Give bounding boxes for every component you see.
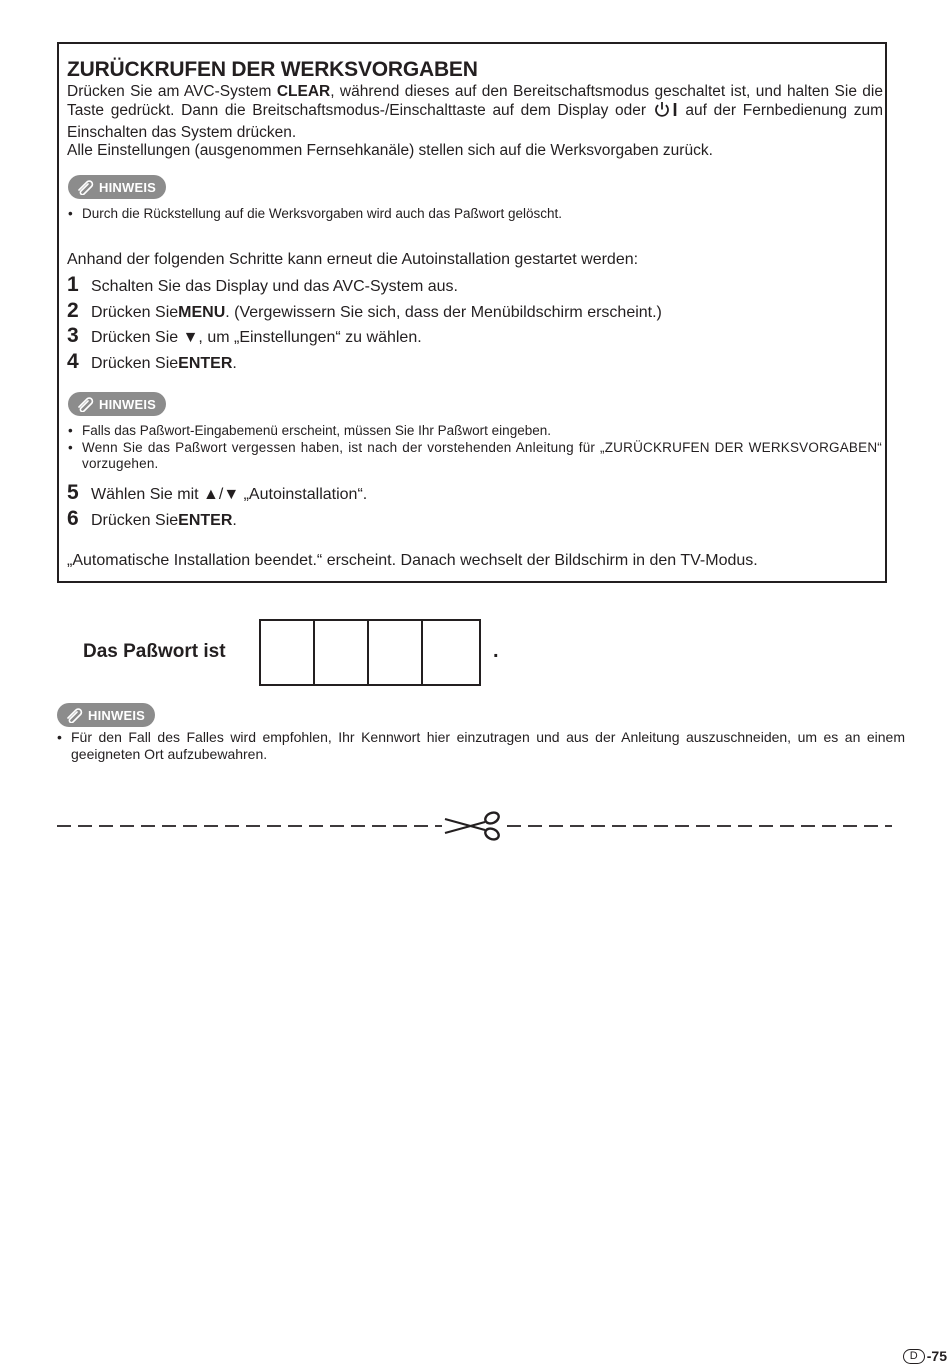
steps-list-1 [67, 273, 662, 375]
page-number [903, 1348, 947, 1364]
intro-text-c: auf der Fernbedienung zum Einschalten das System drücken. [67, 102, 883, 141]
step-item: 6 Drücken Sie ENTER . [67, 506, 237, 530]
hinweis-label: HINWEIS [99, 396, 157, 412]
step-item: 3 Drücken Sie ▼, um „Einstellungen“ zu wählen. [67, 324, 422, 347]
paperclip-icon [65, 707, 85, 723]
hinweis-badge-1 [68, 175, 166, 200]
clear-key-label: CLEAR [276, 83, 331, 100]
paperclip-icon [76, 179, 96, 195]
notes-list-2 [68, 423, 882, 473]
password-digit-box [423, 621, 479, 684]
hinweis-label: HINWEIS [88, 707, 146, 723]
power-icon [653, 101, 679, 123]
steps-list-2 [67, 481, 367, 532]
bottom-note: • Für den Fall des Falles wird empfohlen, Ihr Kennwort hier einzutragen und aus der Anleitung auszuschneiden, um es an einem geeigneten Ort aufzubewahren. [57, 729, 905, 762]
password-period: . [493, 640, 499, 662]
step-item: 5 Wählen Sie mit ▲/▼ „Autoinstallation“. [67, 481, 368, 504]
password-boxes [259, 619, 481, 686]
section-title: ZURÜCKRUFEN DER WERKSVORGABEN [67, 58, 478, 81]
reset-section-box [57, 42, 887, 583]
menu-key-label: MENU [178, 303, 226, 321]
hinweis-label: HINWEIS [99, 179, 157, 195]
intro-text-p2: Alle Einstellungen (ausgenommen Fernsehkanäle) stellen sich auf die Werksvorgaben zurück. [67, 141, 713, 159]
intro-text-a: Drücken Sie am AVC-System [67, 83, 277, 100]
note-password-reset: • Durch die Rückstellung auf die Werksvorgaben wird auch das Paßwort gelöscht. [68, 206, 562, 221]
paperclip-icon [76, 396, 96, 412]
enter-key-label: ENTER [178, 354, 233, 372]
intro-paragraph [67, 83, 883, 160]
note-item: • Falls das Paßwort-Eingabemenü erscheint, müssen Sie Ihr Paßwort eingeben. [68, 423, 551, 438]
scissors-icon [445, 811, 500, 841]
intro-text-b: , während dieses auf den Bereitschaftsmodus geschaltet ist, und halten Sie die Taste gedrückt. Dann die Breitschaftsmodus-/Einschalttaste auf dem Display oder [67, 83, 883, 120]
closing-text: „Automatische Installation beendet.“ erscheint. Danach wechselt der Bildschirm in den TV-Modus. [67, 552, 758, 569]
step-item: 4 Drücken Sie ENTER . [67, 349, 237, 373]
hinweis-badge-3 [57, 703, 155, 728]
step-item: 2 Drücken Sie MENU . (Vergewissern Sie sich, dass der Menübildschirm erscheint.) [67, 298, 662, 322]
note-item: • Wenn Sie das Paßwort vergessen haben, ist nach der vorstehenden Anleitung für „ZURÜCKRUFEN DER WERKSVORGABEN“ vorzugehen. [68, 439, 882, 471]
enter-key-label: ENTER [178, 511, 233, 529]
password-label: Das Paßwort ist [83, 641, 226, 662]
cut-line [57, 811, 892, 841]
password-digit-box [261, 621, 315, 684]
region-badge: D [903, 1349, 925, 1364]
page-number-text: -75 [926, 1348, 947, 1364]
password-digit-box [315, 621, 369, 684]
step-item: 1 Schalten Sie das Display und das AVC-System aus. [67, 273, 458, 296]
hinweis-badge-2 [68, 392, 166, 417]
autoinstall-lead: Anhand der folgenden Schritte kann erneut die Autoinstallation gestartet werden: [67, 251, 639, 268]
password-digit-box [369, 621, 423, 684]
